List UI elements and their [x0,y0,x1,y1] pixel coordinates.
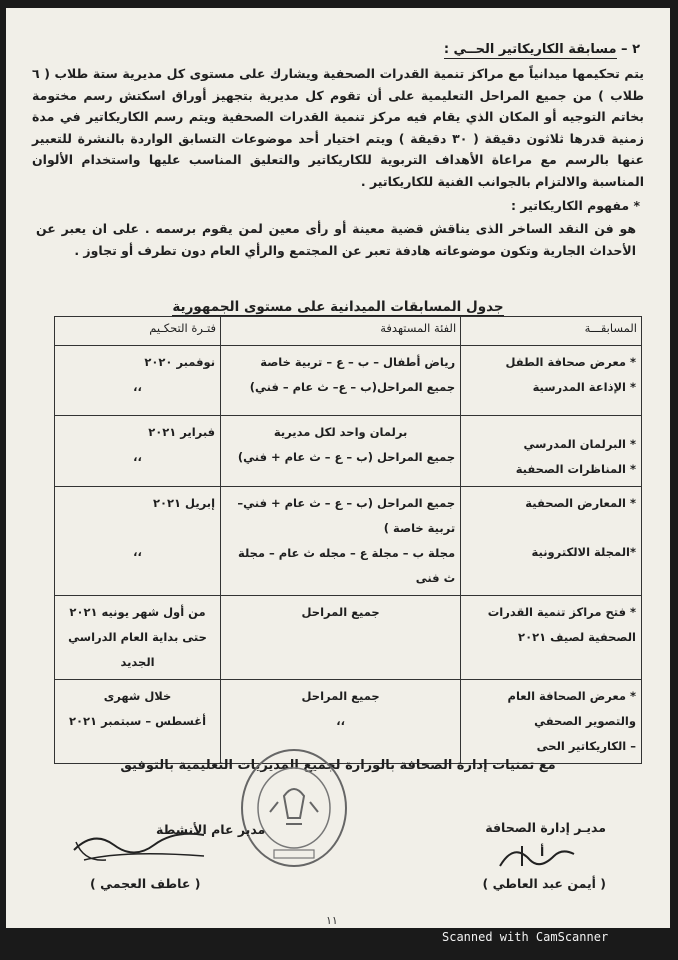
competitions-table [54,316,642,764]
judging-period: نوفمبر ٢٠٢٠ [144,355,216,369]
table-row [55,346,642,416]
left-signer-name: ( عاطف العجمي ) [90,876,201,891]
competition-name: * معرض الصحافة العام والتصوير الصحفي [507,689,636,728]
target-group: جميع المراحل [301,605,380,619]
scanner-watermark: Scanned with CamScanner [442,930,609,944]
judging-period: ،، [133,450,142,464]
right-signer-title: مديـر إدارة الصحافة [485,820,606,835]
competition-name: * معرض صحافة الطفل [505,355,636,369]
page-number: ١١ [326,914,338,927]
concept-heading: * مفهوم الكاريكاتير : [511,198,640,213]
competition-description: يتم تحكيمها ميدانياً مع مراكز تنمية القدرات الصحفية ويشارك على مستوى كل مديرية ستة طلاب ( ٦ طلاب ) من جميع المراحل التعليمية على أن تقوم كل مديرية بتجهيز أوراق اسكتش رسم مختومة بخاتم التوجيه أو المكان الذي يقام فيه مركز تنمية القدرات الصحفية ويتم رسم الكاريكاتير في مدة زمنية قدرها ثلاثون دقيقة ( ٣٠ دقيقة ) ويتم اختيار أحد موضوعات التسابق الواردة بالنشرة للتعبير عنها بالرسم مع مراعاة الأهداف التربوية للكاريكاتير والتعليق المناسب عليها واستخدام الألوان المناسبة والالتزام بالجوانب الفنية للكاريكاتير . [32,66,644,189]
competition-name: * فتح مراكز تنمية القدرات الصحفية لصيف ٢٠٢١ [487,605,636,644]
target-group: رياض أطفال – ب – ع – تربية خاصة [260,355,456,369]
target-group: جميع المراحل (ب – ع – ث عام + فني– تربية خاصة ) [237,496,456,535]
competition-name: * الإذاعة المدرسية [532,380,636,394]
concept-definition: هو فن النقد الساخر الذى يناقش قضية معينة أو رأى معين لمن يقوم برسمه . على ان يعبر عن الأحداث الجارية وتكون موضوعاته هادفة تعبر عن المجتمع والرأي العام دون تطرف أو تجاوز . [36,221,636,258]
table-row [55,487,642,596]
judging-period: إبريل ٢٠٢١ [152,496,216,510]
judging-period: ،، [133,380,142,394]
table-title: جدول المسابقات الميدانية على مستوى الجمهورية [172,299,504,315]
target-group: جميع المراحل (ب – ع – ث عام + فني) [237,450,456,464]
header-competition: المسابقـــة [461,317,642,346]
section-number: ٢ – [616,42,640,57]
judging-period: من أول شهر يونيه ٢٠٢١ حتى بداية العام الدراسي الجديد [68,605,207,669]
judging-period: فبراير ٢٠٢١ [148,425,216,439]
left-signer-title: مدير عام الأنشطة [156,822,266,837]
header-target: الفئة المستهدفة [221,317,461,346]
competition-name: * البرلمان المدرسي [523,437,636,451]
judging-period: ،، [133,545,142,559]
competition-name: * المعارض الصحفية [525,496,636,510]
closing-note: مع تمنيات إدارة الصحافة بالوزارة لجميع المديريات التعليمية بالتوفيق [120,758,556,773]
target-group: ،، [336,714,345,728]
header-period: فتـرة التحكـيم [55,317,221,346]
judging-period: خلال شهرى [103,689,172,703]
document-page [6,8,670,928]
official-seal-stamp [234,746,354,876]
table-row [55,416,642,487]
right-signer-name: ( أيمن عبد العاطي ) [482,876,606,891]
right-signature [492,836,582,880]
target-group: مجلة ب – مجلة ع – مجله ث عام – مجلة ث فنى [237,546,456,585]
table-row [55,596,642,680]
target-group: جميع المراحل(ب – ع– ث عام – فني) [249,380,456,394]
judging-period: أغسطس – سبتمبر ٢٠٢١ [69,714,207,728]
competition-name: *المجلة الالكترونية [531,545,636,559]
left-signature [64,820,224,870]
competition-name: * المناظرات الصحفية [515,462,636,476]
target-group: برلمان واحد لكل مديرية [273,425,408,439]
section-heading [444,42,640,57]
competition-name: – الكاريكاتير الحى [536,739,636,753]
target-group: جميع المراحل [301,689,380,703]
table-header-row [55,317,642,346]
right-signer-initial: أ [540,844,545,859]
section-title: مسابقة الكاريكاتير الحــي : [443,42,617,57]
